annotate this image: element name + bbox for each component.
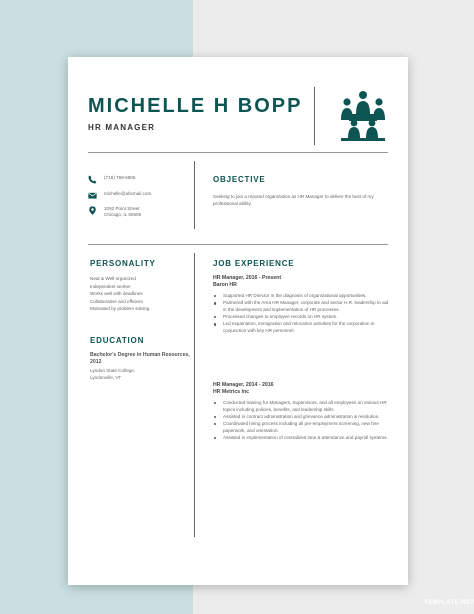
job-2-role: HR Manager, 2014 - 2016 (213, 382, 274, 388)
job-1-role: HR Manager, 2016 - Present (213, 275, 282, 281)
job-2-header (213, 382, 274, 395)
personality-heading: PERSONALITY (90, 259, 156, 268)
experience-heading: JOB EXPERIENCE (213, 259, 295, 268)
personality-item: Independent worker (90, 283, 131, 289)
address-line-2: Chicago, IL 60605 (104, 212, 142, 217)
objective-heading: OBJECTIVE (213, 175, 266, 184)
team-meeting-icon (339, 90, 387, 142)
education-degree: Bachelor's Degree in Human Resources, 2012 (90, 352, 190, 365)
job-1-header (213, 275, 281, 288)
duty-item: Assisted in implementation of centralized time & attendance and payroll systems. (213, 435, 393, 442)
contact-email (88, 191, 151, 200)
duty-item: Processed changes to employee records on HR system. (213, 314, 393, 321)
education-heading: EDUCATION (90, 336, 145, 345)
personality-item: Motivated by problem solving (90, 306, 150, 312)
objective-text: Seeking to join a reputed organization as HR Manager to deliver the best of my professional ability. (213, 194, 374, 207)
candidate-title: HR MANAGER (88, 123, 156, 132)
job-2-company: HR Metrics Inc (213, 388, 250, 395)
school-name: Lyndon State College, (90, 368, 136, 373)
address-block (104, 206, 141, 218)
email-icon (88, 191, 97, 200)
location-pin-icon (88, 206, 97, 215)
personality-list (90, 275, 150, 313)
duty-item: Assisted in contract administration and grievance administration & resolution. (213, 414, 393, 421)
header-divider (314, 87, 315, 145)
job-1-company: Baron HR (213, 281, 237, 288)
contact-phone (88, 175, 135, 184)
email-address: michelle@abcmail.com (104, 191, 152, 196)
contact-address (88, 206, 141, 218)
school-location: Lyndonville, VT (90, 374, 122, 380)
personality-item: Neat & Well-organized (90, 276, 136, 281)
job-1-duties (213, 293, 393, 335)
duty-item: Partnered with the Area HR Manager, corporate and sector H.R. leadership to aid in the development and implementation of HR processes. (213, 300, 393, 313)
contact-divider (194, 161, 195, 229)
template-watermark: TEMPLATE.NET (424, 600, 474, 606)
phone-number: (719) 789-5805 (104, 175, 136, 180)
address-line-1: 1092 Point Street (104, 206, 140, 211)
education-school (90, 368, 190, 381)
personality-item: Works well with deadlines (90, 291, 143, 297)
header-rule (88, 152, 388, 153)
resume-page (68, 57, 408, 585)
candidate-name: MICHELLE H BOPP (88, 95, 303, 117)
duty-item: Led expatriation, immigration and relocation activities for the corporation in conjunction with key HR personnel. (213, 321, 393, 334)
duty-item: Supported HR Director in the diagnosis of organizational opportunities. (213, 293, 393, 300)
phone-icon (88, 175, 97, 184)
personality-item: Collaborative and efficient (90, 298, 143, 304)
section-rule (88, 244, 388, 245)
body-divider (194, 253, 195, 537)
duty-item: Coordinated hiring process including all pre-employment screening, new hire paperwork, and orientation. (213, 421, 393, 434)
duty-item: Conducted training for Managers, Supervisors, and all employees on various HR topics including policies, benefits, and leadership skills. (213, 400, 393, 413)
job-2-duties (213, 400, 393, 442)
